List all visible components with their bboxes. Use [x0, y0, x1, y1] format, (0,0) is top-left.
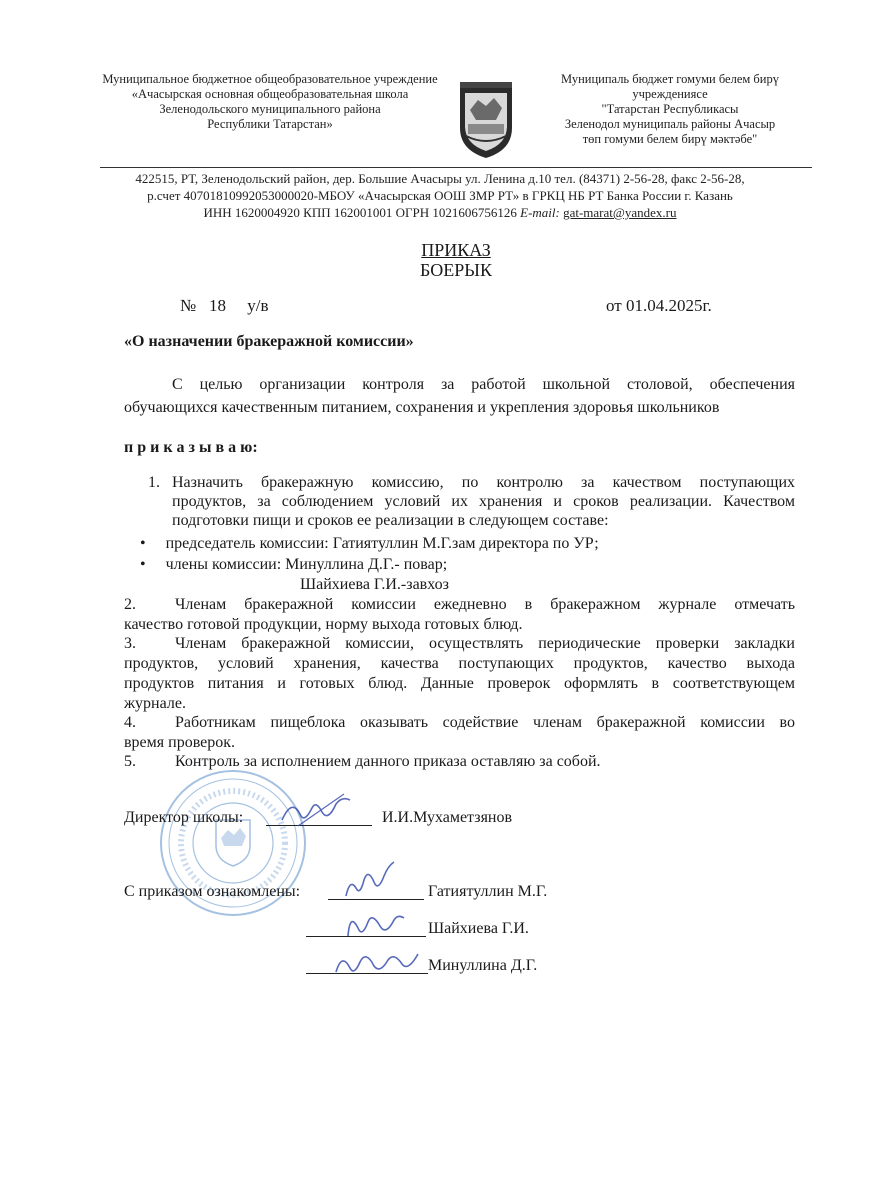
header-left-line: Зеленодольского муниципального района [159, 102, 381, 116]
title-tt: БОЕРЫК [420, 260, 492, 280]
director-label: Директор школы: [124, 809, 244, 826]
email-label: E-mail: [520, 205, 560, 220]
number-value: 18 [208, 296, 226, 315]
bullet-text: председатель комиссии: Гатиятуллин М.Г.зам директора по УР; [165, 535, 599, 552]
header-right-line: төп гомуми белем бирү мәктәбе" [582, 132, 758, 146]
item-1 [172, 473, 795, 530]
email-link[interactable]: gat-marat@yandex.ru [563, 205, 677, 220]
requisites-line-2: р.счет 40701810992053000020-МБОУ «Ачасырская ООШ ЗМР РТ» в ГРКЦ НБ РТ Банка России г. Казань [147, 188, 733, 203]
ack-signature-2 [340, 906, 410, 942]
item-line: Контроль за исполнением данного приказа оставляю за собой. [175, 753, 601, 770]
ack-name: Минуллина Д.Г. [428, 957, 538, 974]
item-line: Членам бракеражной комиссии, осуществлять периодические проверки закладки [175, 635, 795, 652]
title-ru: ПРИКАЗ [421, 240, 491, 260]
preamble-line: обучающихся качественным питанием, сохранения и укрепления здоровья школьников [124, 399, 720, 416]
bullet-item [140, 555, 447, 574]
bullet-continuation: Шайхиева Г.И.-завхоз [300, 576, 449, 593]
requisites-line-1: 422515, РТ, Зеленодольский район, дер. Большие Ачасыры ул. Ленина д.10 тел. (84371) 2-56-28, факс 2-56-28, [135, 171, 745, 186]
header-left [100, 72, 440, 132]
ack-signature-1 [340, 858, 400, 902]
director-name: И.И.Мухаметзянов [382, 809, 513, 826]
number-suffix: у/в [247, 296, 269, 315]
bullet-icon: • [140, 556, 146, 573]
header-left-line: Республики Татарстан» [207, 117, 333, 131]
header-left-line: Муниципальное бюджетное общеобразовательное учреждение [102, 72, 438, 86]
preamble-line: С целью организации контроля за работой школьной столовой, обеспечения [172, 376, 795, 393]
item-number: 2. [124, 596, 136, 613]
item-line: Работникам пищеблока оказывать содействие членам бракеражной комиссии во [175, 714, 795, 731]
header-right-line: учреждениясе [632, 87, 708, 101]
item-line: журнале. [124, 695, 186, 712]
bullet-icon: • [140, 535, 146, 552]
header-left-line: «Ачасырская основная общеобразовательная школа [131, 87, 409, 101]
item-line: продуктов, условий хранения, качества поступающих продуктов, качество выхода [124, 655, 795, 672]
header-right-line: Зеленодол муниципаль районы Ачасыр [564, 117, 776, 131]
requisites [60, 170, 820, 221]
item-number: 1. [148, 474, 160, 491]
item-number: 3. [124, 635, 136, 652]
header-right-line: Муниципаль бюджет гомуми белем бирү [561, 72, 779, 86]
order-word: п р и к а з ы в а ю: [124, 439, 258, 456]
header-divider [100, 167, 812, 168]
page-title [356, 240, 556, 280]
bullet-text: члены комиссии: Минуллина Д.Г.- повар; [165, 556, 448, 573]
director-signature [278, 790, 358, 834]
item-number: 5. [124, 753, 136, 770]
order-date: от 01.04.2025г. [606, 296, 712, 315]
item-line: подготовки пищи и сроков ее реализации в следующем составе: [172, 512, 609, 529]
item-line: продуктов, за соблюдением условий их хранения и сроков реализации. Качеством [172, 493, 795, 510]
ack-signature-3 [330, 944, 426, 980]
order-subject: «О назначении бракеражной комиссии» [124, 333, 414, 350]
ack-name: Гатиятуллин М.Г. [428, 883, 548, 900]
bullet-item [140, 534, 599, 553]
order-number [180, 296, 268, 315]
item-line: Назначить бракеражную комиссию, по контролю за качеством поступающих [172, 474, 795, 491]
ack-name: Шайхиева Г.И. [428, 920, 529, 937]
item-line: качество готовой продукции, норму выхода готовых блюд. [124, 616, 523, 633]
requisites-ids: ИНН 1620004920 КПП 162001001 ОГРН 1021606756126 [203, 205, 521, 220]
coat-of-arms-icon [456, 80, 516, 160]
item-line: время проверок. [124, 734, 236, 751]
number-label: № [180, 296, 197, 315]
item-number: 4. [124, 714, 136, 731]
requisites-line-3 [60, 204, 820, 221]
acknowledged-label: С приказом ознакомлены: [124, 883, 301, 900]
header-right-line: "Татарстан Республикасы [601, 102, 739, 116]
item-line: продуктов питания и готовых блюд. Данные проверок оформлять в соответствующем [124, 675, 795, 692]
header-right [520, 72, 820, 147]
item-line: Членам бракеражной комиссии ежедневно в бракеражном журнале отмечать [175, 596, 795, 613]
